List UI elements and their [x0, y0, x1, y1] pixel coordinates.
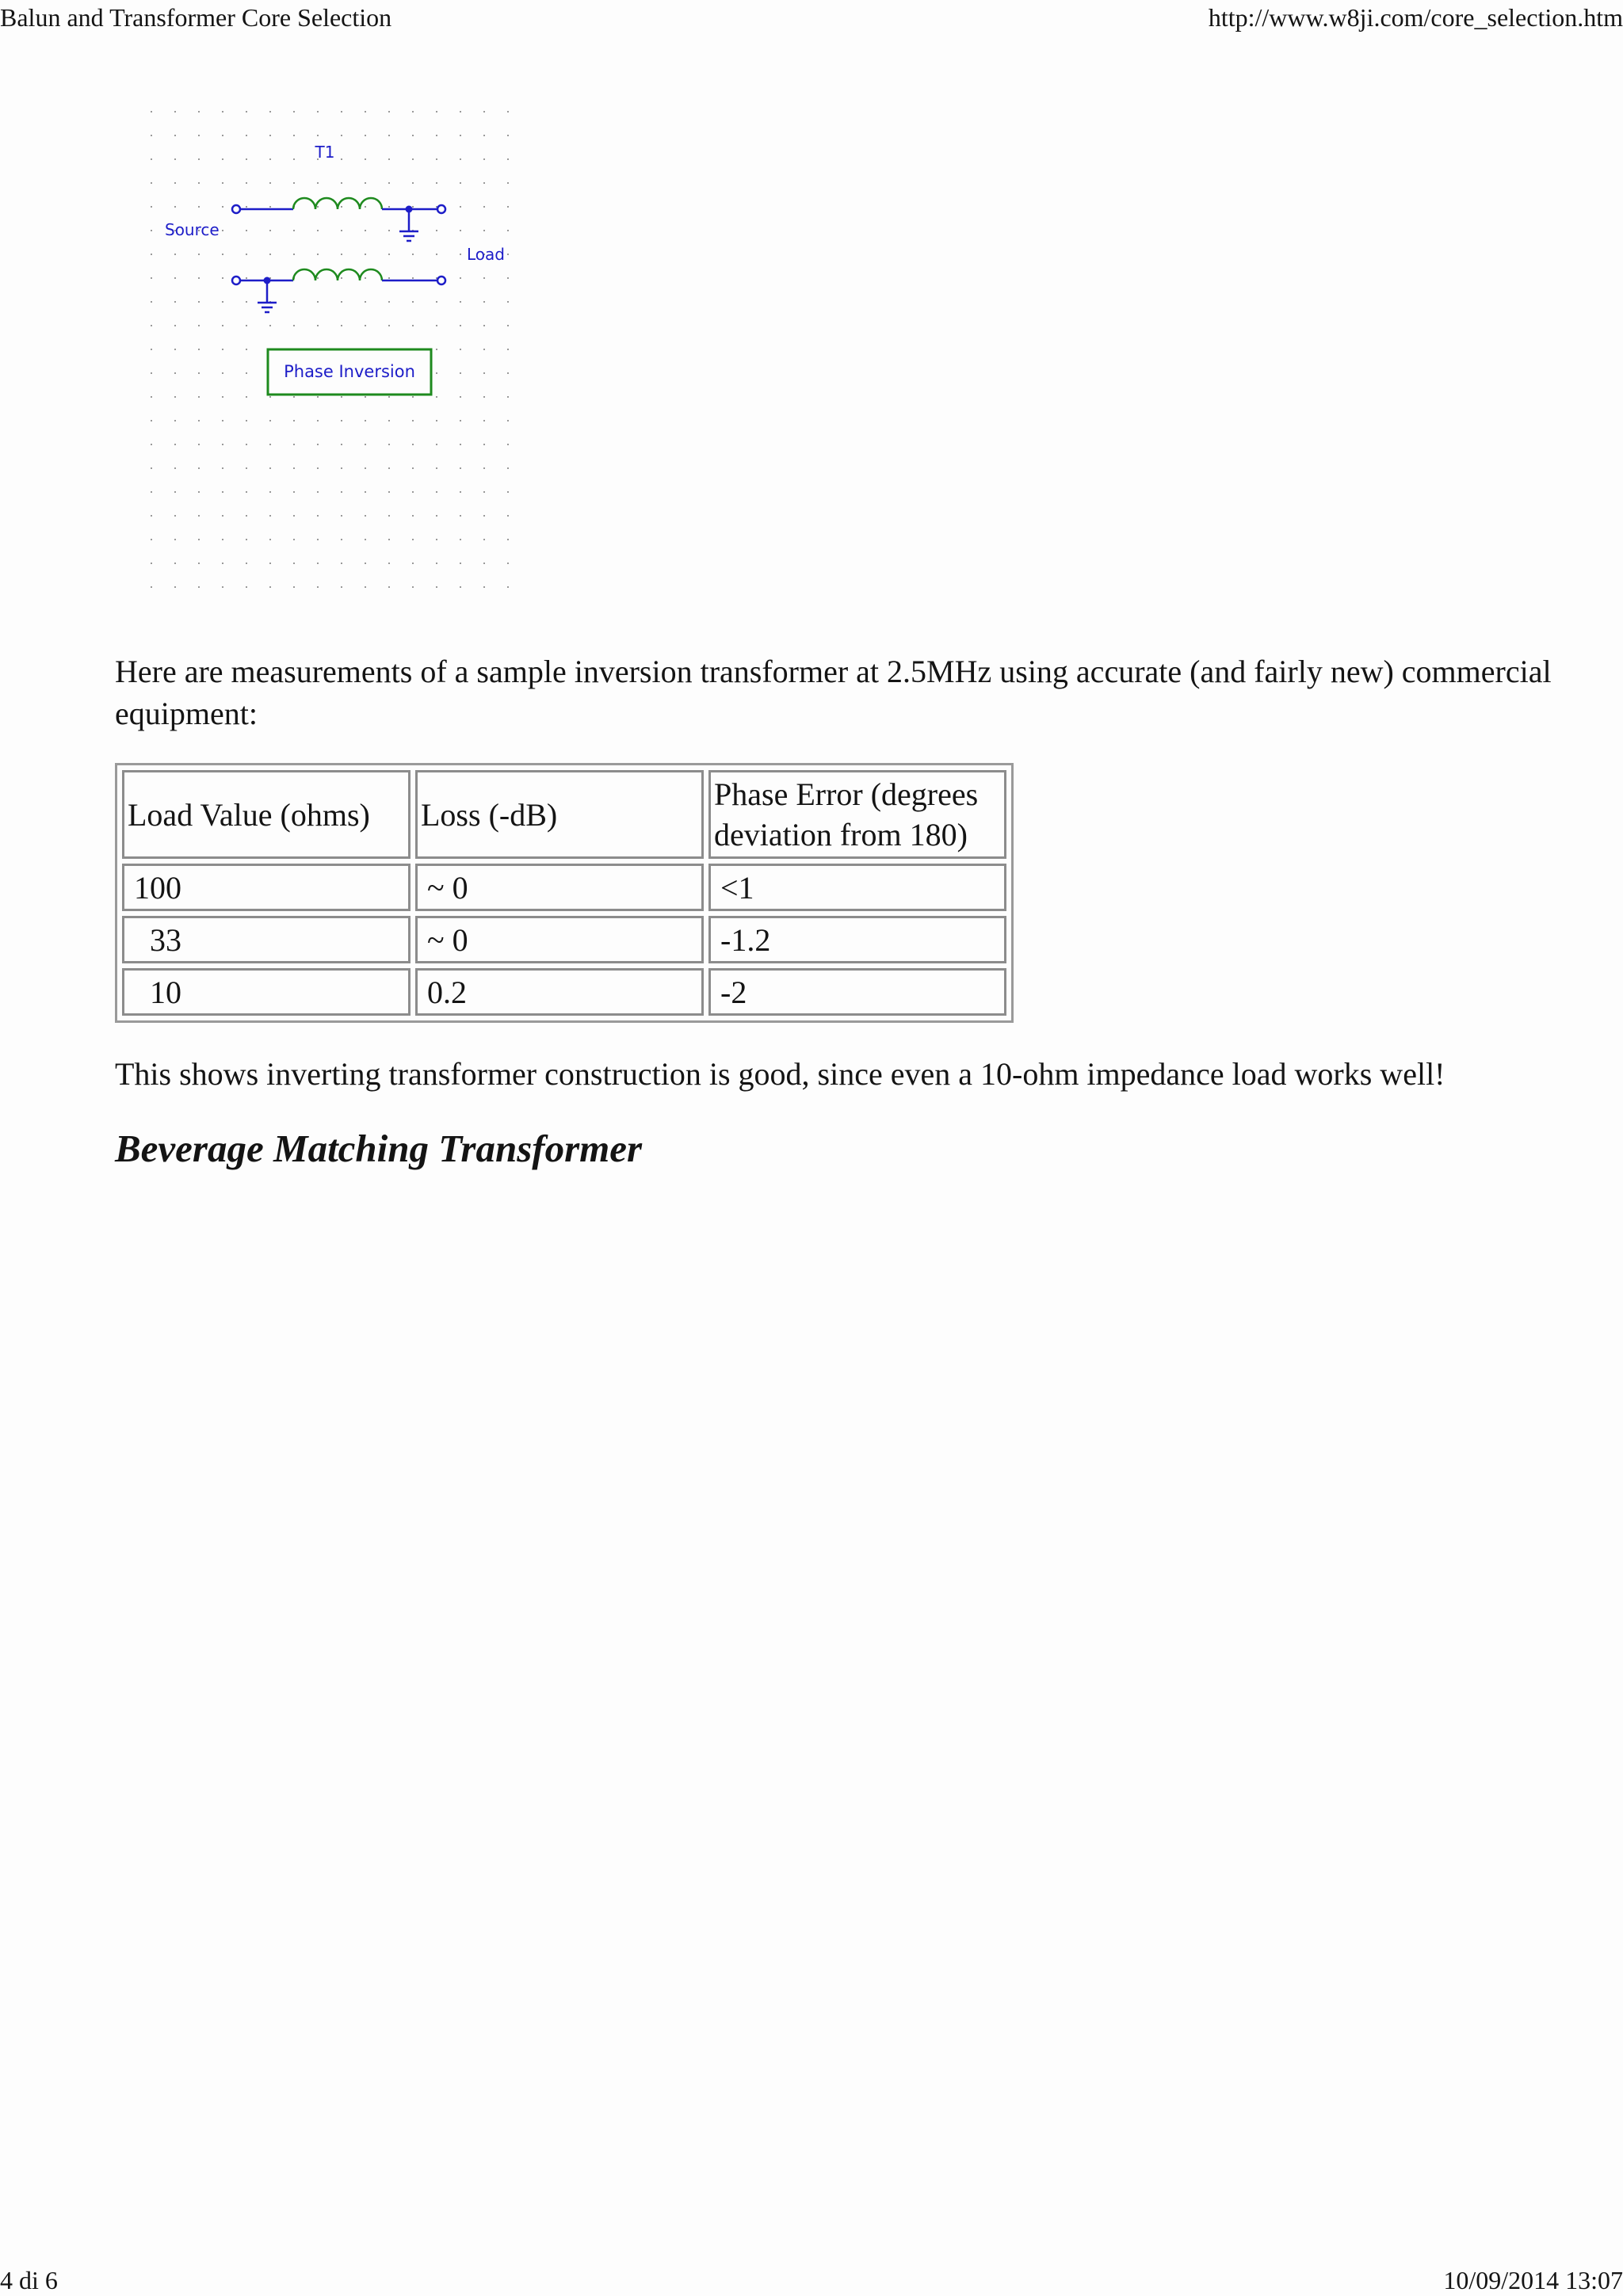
page-header-title: Balun and Transformer Core Selection — [0, 3, 392, 32]
header-load-value: Load Value (ohms) — [128, 796, 370, 833]
load-value-cell: 100 — [134, 869, 181, 906]
phase-inversion-box — [268, 349, 431, 395]
secondary-ground-icon — [258, 280, 277, 312]
header-phase-error: Phase Error (degrees deviation from 180) — [714, 776, 979, 852]
intro-paragraph: Here are measurements of a sample inversion transformer at 2.5MHz using accurate (and fairly new) commercial equipment: — [115, 654, 1552, 731]
page-header-url: http://www.w8ji.com/core_selection.htm — [1208, 3, 1623, 32]
transformer-label: T1 — [315, 143, 335, 162]
conclusion-paragraph: This shows inverting transformer construction is good, since even a 10-ohm impedance load works well! — [115, 1056, 1445, 1092]
page-footer-page-number: 4 di 6 — [0, 2266, 58, 2294]
loss-cell: 0.2 — [427, 974, 467, 1010]
measurement-table — [115, 763, 1014, 1023]
phase-inversion-schematic — [144, 105, 533, 596]
phase-error-cell: <1 — [720, 869, 754, 906]
loss-cell: ~ 0 — [427, 921, 468, 958]
primary-ground-icon — [399, 209, 418, 241]
load-value-cell: 33 — [150, 921, 181, 958]
table-header-row — [122, 770, 1006, 859]
load-label: Load — [467, 245, 505, 264]
section-heading: Beverage Matching Transformer — [115, 1127, 643, 1170]
table-row — [122, 864, 1006, 911]
phase-inversion-label: Phase Inversion — [284, 362, 415, 381]
secondary-winding — [232, 269, 445, 284]
primary-winding — [232, 198, 445, 213]
table-row — [122, 916, 1006, 963]
phase-error-cell: -2 — [720, 974, 747, 1010]
source-label: Source — [165, 220, 220, 239]
load-value-cell: 10 — [150, 974, 181, 1010]
phase-error-cell: -1.2 — [720, 921, 771, 958]
loss-cell: ~ 0 — [427, 869, 468, 906]
page-footer-datetime: 10/09/2014 13:07 — [1443, 2266, 1623, 2294]
header-loss: Loss (-dB) — [421, 796, 558, 833]
table-row — [122, 968, 1006, 1016]
